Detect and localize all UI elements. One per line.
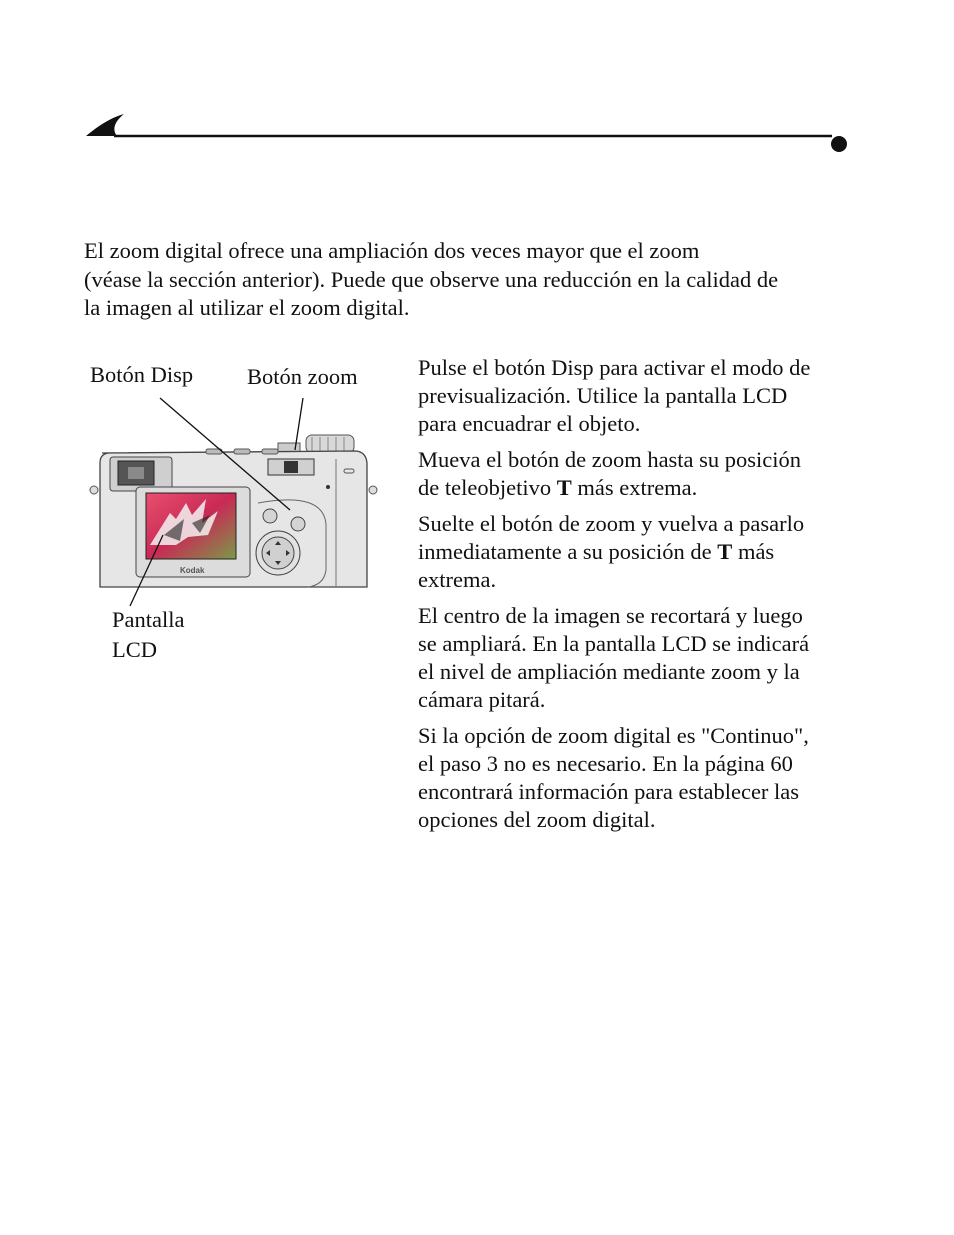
- step-line: Mueva el botón de zoom hasta su posición: [418, 447, 802, 472]
- step-line: previsualización. Utilice la pantalla LCD: [418, 383, 788, 408]
- step-line: para encuadrar el objeto.: [418, 411, 641, 436]
- intro-paragraph: [84, 237, 854, 323]
- step-2: [418, 446, 858, 502]
- step-line: Pulse el botón Disp para activar el modo de: [418, 355, 811, 380]
- intro-line: la imagen al utilizar el zoom digital.: [84, 295, 410, 320]
- header-rule: [84, 110, 854, 160]
- label-lcd-line: Pantalla: [112, 607, 185, 632]
- step-line: Suelte el botón de zoom y vuelva a pasarlo: [418, 511, 805, 536]
- step-line: se ampliará. En la pantalla LCD se indicará: [418, 631, 810, 656]
- step-line: opciones del zoom digital.: [418, 807, 656, 832]
- tele-symbol: T: [556, 475, 572, 500]
- step-5: [418, 722, 858, 834]
- step-text: más extrema.: [571, 475, 698, 500]
- step-line: El centro de la imagen se recortará y luego: [418, 603, 803, 628]
- tele-symbol: T: [717, 539, 733, 564]
- label-zoom-button: Botón zoom: [247, 364, 358, 389]
- step-line: [418, 538, 858, 566]
- step-line: cámara pitará.: [418, 687, 546, 712]
- step-text: de teleobjetivo: [418, 475, 557, 500]
- step-line: extrema.: [418, 567, 497, 592]
- camera-back-illustration: [88, 395, 380, 600]
- step-line: encontrará información para establecer las: [418, 779, 800, 804]
- step-3: [418, 510, 858, 594]
- step-1: [418, 354, 858, 438]
- step-line: [418, 474, 858, 502]
- step-4: [418, 602, 858, 714]
- step-text: inmediatamente a su posición de: [418, 539, 718, 564]
- camera-brand: Kodak: [180, 566, 205, 575]
- step-line: el paso 3 no es necesario. En la página 60: [418, 751, 793, 776]
- label-disp-button: Botón Disp: [90, 362, 194, 387]
- label-lcd: [112, 605, 184, 665]
- step-line: el nivel de ampliación mediante zoom y la: [418, 659, 800, 684]
- steps-list: [418, 354, 858, 842]
- intro-line: El zoom digital ofrece una ampliación dos veces mayor que el zoom: [84, 238, 700, 263]
- label-lcd-line: LCD: [112, 637, 157, 662]
- step-text: más: [732, 539, 775, 564]
- step-line: Si la opción de zoom digital es "Continuo",: [418, 723, 809, 748]
- bullet-dot-icon: [831, 136, 847, 152]
- intro-line: (véase la sección anterior). Puede que observe una reducción en la calidad de: [84, 266, 779, 292]
